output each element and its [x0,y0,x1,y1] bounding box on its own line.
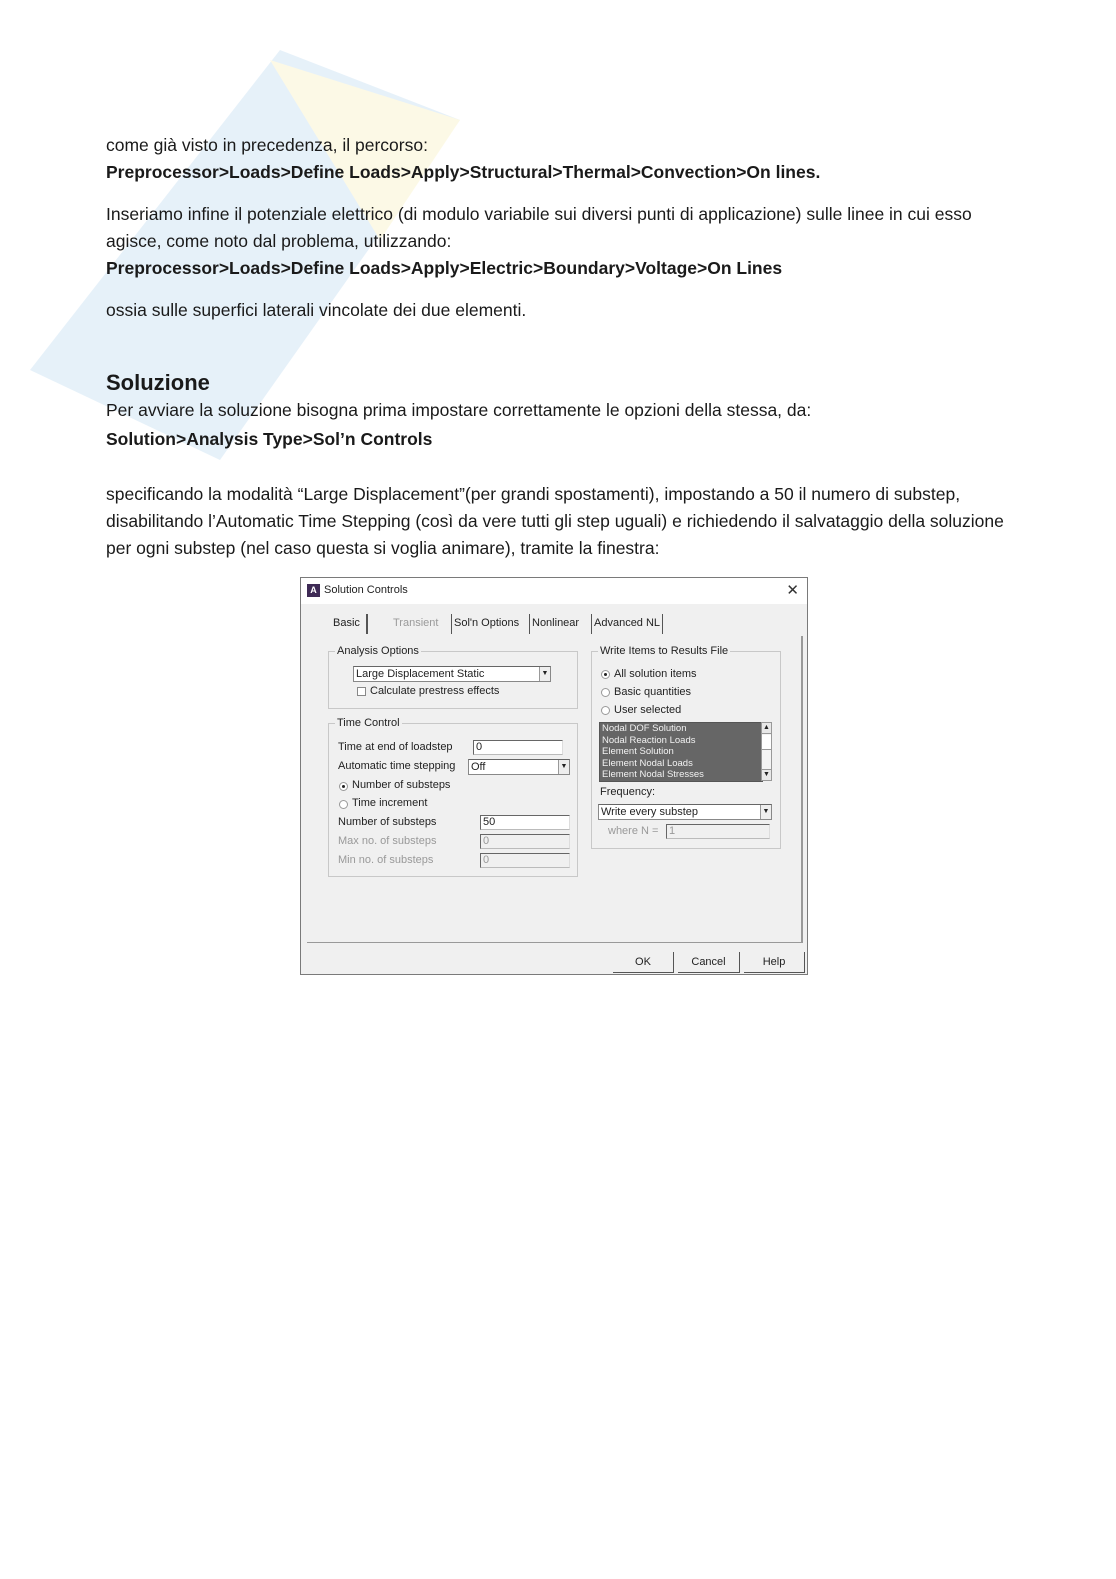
app-icon: A [307,584,320,597]
num-substeps-input[interactable]: 50 [480,815,570,830]
list-item[interactable]: Element Nodal Stresses [602,769,704,780]
tab-soln-options[interactable]: Sol'n Options [451,614,521,634]
tab-basic[interactable]: Basic [331,614,368,634]
auto-step-label: Automatic time stepping [338,760,456,772]
list-item[interactable]: Nodal DOF Solution [602,723,687,734]
prestress-checkbox[interactable] [357,687,366,696]
auto-step-value: Off [471,761,486,773]
scroll-down-icon[interactable]: ▼ [763,771,770,778]
time-end-label: Time at end of loadstep [338,741,453,753]
section-heading: Soluzione [106,370,210,395]
prestress-label: Calculate prestress effects [370,685,500,697]
surfaces-text: ossia sulle superfici laterali vincolate dei due elementi. [106,300,527,320]
max-substeps-input[interactable]: 0 [480,834,570,849]
cancel-button[interactable]: Cancel [678,952,740,973]
frequency-value: Write every substep [601,806,699,818]
list-item[interactable]: Nodal Reaction Loads [602,734,696,746]
chevron-down-icon: ▼ [760,805,771,819]
paragraph-voltage [106,201,1016,282]
radio-user-selected[interactable] [601,706,610,715]
ok-button[interactable]: OK [613,952,674,973]
close-icon[interactable]: ✕ [786,582,799,599]
time-control-legend: Time Control [337,717,400,729]
settings-text: specificando la modalità “Large Displacement”(per grandi spostamenti), impostando a 50 il numero di substep, disabilitando l’Automatic Time Stepping (così da vere tutti gli step uguali) e richiedendo il salvataggio della soluzione per ogni substep (nel caso questa si voglia animare), tramite la finestra: [106,484,1004,558]
voltage-text: Inseriamo infine il potenziale elettrico (di modulo variabile sui diversi punti di applicazione) sulle linee in cui esso agisce, come noto dal problema, utilizzando: [106,204,972,251]
where-n-input[interactable]: 1 [666,824,770,839]
intro-line: come già visto in precedenza, il percorso: [106,135,428,155]
help-button[interactable]: Help [744,952,805,973]
radio-user-selected-label: User selected [614,704,682,716]
chevron-down-icon: ▼ [558,760,569,774]
radio-all-items[interactable] [601,670,610,679]
list-item[interactable]: Element Nodal Loads [602,757,693,769]
analysis-type-dropdown[interactable] [353,666,551,682]
max-substeps-label: Max no. of substeps [338,835,437,847]
tab-transient[interactable]: Transient [393,617,439,629]
radio-basic-quantities[interactable] [601,688,610,697]
solution-intro: Per avviare la soluzione bisogna prima impostare correttamente le opzioni della stessa, da: [106,400,812,420]
frequency-dropdown[interactable] [598,804,772,820]
frequency-label: Frequency: [600,786,656,798]
section-solution [106,369,1016,453]
analysis-options-legend: Analysis Options [337,645,419,657]
tab-advanced-nl[interactable]: Advanced NL [591,614,663,634]
write-items-legend: Write Items to Results File [600,645,729,657]
tab-nonlinear[interactable]: Nonlinear [529,614,581,634]
dialog-title: Solution Controls [324,584,408,596]
radio-number-substeps[interactable] [339,782,348,791]
paragraph-surfaces [106,297,1016,324]
voltage-path: Preprocessor>Loads>Define Loads>Apply>Electric>Boundary>Voltage>On Lines [106,258,783,278]
dialog-titlebar [301,578,807,604]
listbox-scrollbar[interactable] [761,722,772,781]
paragraph-convection [106,132,1016,186]
convection-path: Preprocessor>Loads>Define Loads>Apply>Structural>Thermal>Convection>On lines. [106,162,821,182]
auto-step-dropdown[interactable] [468,759,570,775]
radio-number-substeps-label: Number of substeps [352,779,451,791]
min-substeps-label: Min no. of substeps [338,854,434,866]
analysis-type-value: Large Displacement Static [356,668,485,680]
results-items-listbox[interactable] [599,722,763,782]
list-item[interactable]: Element Solution [602,746,674,757]
solution-path: Solution>Analysis Type>Sol’n Controls [106,429,433,449]
num-substeps-label: Number of substeps [338,816,437,828]
radio-basic-quantities-label: Basic quantities [614,686,692,698]
radio-time-increment[interactable] [339,800,348,809]
time-end-input[interactable]: 0 [473,740,563,755]
radio-time-increment-label: Time increment [352,797,428,809]
radio-all-items-label: All solution items [614,668,697,680]
chevron-down-icon: ▼ [539,667,550,681]
min-substeps-input[interactable]: 0 [480,853,570,868]
scroll-thumb[interactable] [762,735,771,750]
paragraph-settings [106,481,1016,562]
where-n-label: where N = [608,825,659,837]
scroll-up-icon[interactable]: ▲ [762,723,771,734]
solution-controls-dialog [300,577,808,975]
